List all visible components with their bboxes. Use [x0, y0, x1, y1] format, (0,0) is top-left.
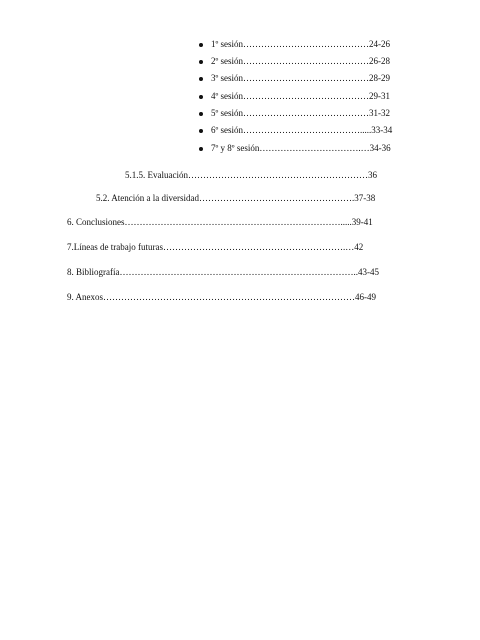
- toc-session-4: 4º sesión……………………………………29-31: [211, 91, 391, 101]
- toc-session-1: 1º sesión……………………………………24-26: [211, 39, 391, 49]
- toc-session-2: 2º sesión……………………………………26-28: [211, 56, 391, 66]
- toc-evaluacion: 5.1.5. Evaluación……………………………………………………36: [125, 170, 377, 180]
- bullet-icon: [199, 112, 203, 116]
- toc-session-5: 5º sesión……………………………………31-32: [211, 108, 391, 118]
- bullet-icon: [199, 43, 203, 47]
- bullet-icon: [199, 77, 203, 81]
- toc-session-3: 3º sesión……………………………………28-29: [211, 73, 391, 83]
- bullet-icon: [199, 129, 203, 133]
- bullet-icon: [199, 95, 203, 99]
- bullet-icon: [199, 60, 203, 64]
- toc-conclusiones: 6. Conclusiones……………………………………………………………….....39-41: [67, 217, 373, 227]
- toc-anexos: 9. Anexos…………………………………………………………………………46-49: [67, 292, 376, 302]
- toc-bibliografia: 8. Bibliografía……………………………………………………………………..43-45: [67, 267, 379, 277]
- bullet-icon: [199, 147, 203, 151]
- toc-session-6: 6º sesión………………………………….....33-34: [211, 125, 393, 135]
- toc-lineas-trabajo: 7.Líneas de trabajo futuras…………………………………………………….…42: [67, 242, 364, 252]
- toc-atencion-diversidad: 5.2. Atención a la diversidad…………………………………………….37-38: [96, 193, 376, 203]
- toc-session-7-8: 7º y 8º sesión…………………………….…34-36: [211, 143, 391, 153]
